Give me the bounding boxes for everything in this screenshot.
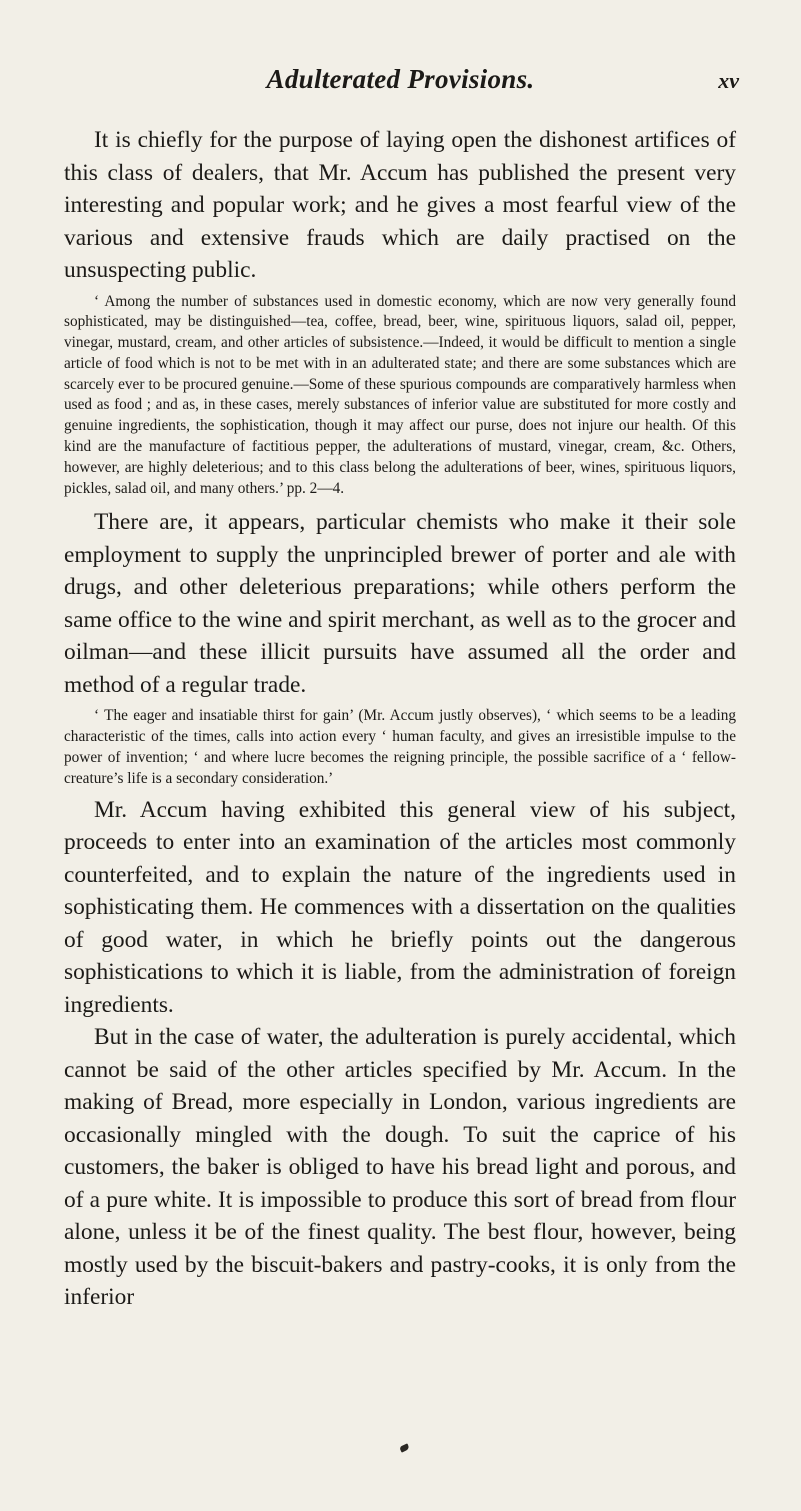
quotation-substances: ‘ Among the number of substances used in domestic economy, which are now very generally found sophisticated, may be distinguished—tea, coffee, bread, beer, wine, spirituous liquors, salad oil, pepper, vinegar, mustard, cream, and other articles of subsistence.—Indeed, it would be difficult to mention a single article of food which is not to be met with in an adulterated state; and there are some substances which are scarcely ever to be procured genuine.—Some of these spurious compounds are comparatively harmless when used as food ; and as, in these cases, merely substances of inferior value are substituted for more costly and genuine ingredients, the sophistication, though it may affect our purse, does not injure our health. Of this kind are the manufacture of factitious pepper, the adulterations of mustard, vinegar, cream, &c. Others, however, are highly deleterious; and to this class belong the adulterations of beer, wines, spirituous liquors, pickles, salad oil, and many others.’ pp. 2—4.: [64, 292, 736, 497]
quotation-thirst-for-gain: ‘ The eager and insatiable thirst for gain’ (Mr. Accum justly observes), ‘ which seems to be a leading characteristic of the times, calls into action every ‘ human faculty, and gives an irresistible impulse to the power of invention; ‘ and where lucre becomes the reigning principle, the possible sacrifice of a ‘ fellow-creature’s life is a secondary consideration.’: [64, 707, 736, 787]
paragraph-intro: It is chiefly for the purpose of laying open the dishonest artifices of this class of dealers, that Mr. Accum has published the present very interesting and popular work; and he gives a most fearful view of the various and extensive frauds which are daily practised on the unsuspecting public.: [64, 127, 736, 283]
paragraph-chemists: There are, it appears, particular chemists who make it their sole employment to supply the unprincipled brewer of porter and ale with drugs, and other deleterious preparations; while others perform the same office to the wine and spirit merchant, as well as to the grocer and oilman—and these illicit pursuits have assumed all the order and method of a regular trade.: [64, 509, 736, 698]
page-body: [64, 124, 736, 1314]
ink-mark: [399, 1443, 410, 1452]
paragraph-water-bread: But in the case of water, the adulteration is purely accidental, which cannot be said of the other articles specified by Mr. Accum. In the making of Bread, more especially in London, various ingredients are occasionally mingled with the dough. To suit the caprice of his customers, the baker is obliged to have his bread light and porous, and of a pure white. It is impossible to produce this sort of bread from flour alone, unless it be of the finest quality. The best flour, however, being mostly used by the biscuit-bakers and pastry-cooks, it is only from the inferior: [64, 1024, 736, 1311]
page-number: xv: [718, 68, 739, 93]
running-title: Adulterated Provisions.: [266, 64, 535, 94]
paragraph-general-view: Mr. Accum having exhibited this general view of his subject, proceeds to enter into an examination of the articles most commonly counterfeited, and to explain the nature of the ingredients used in sophisticating them. He commences with a dissertation on the qualities of good water, in which he briefly points out the dangerous sophistications to which it is liable, from the administration of foreign ingredients.: [64, 796, 736, 1018]
page-header: [0, 64, 801, 104]
